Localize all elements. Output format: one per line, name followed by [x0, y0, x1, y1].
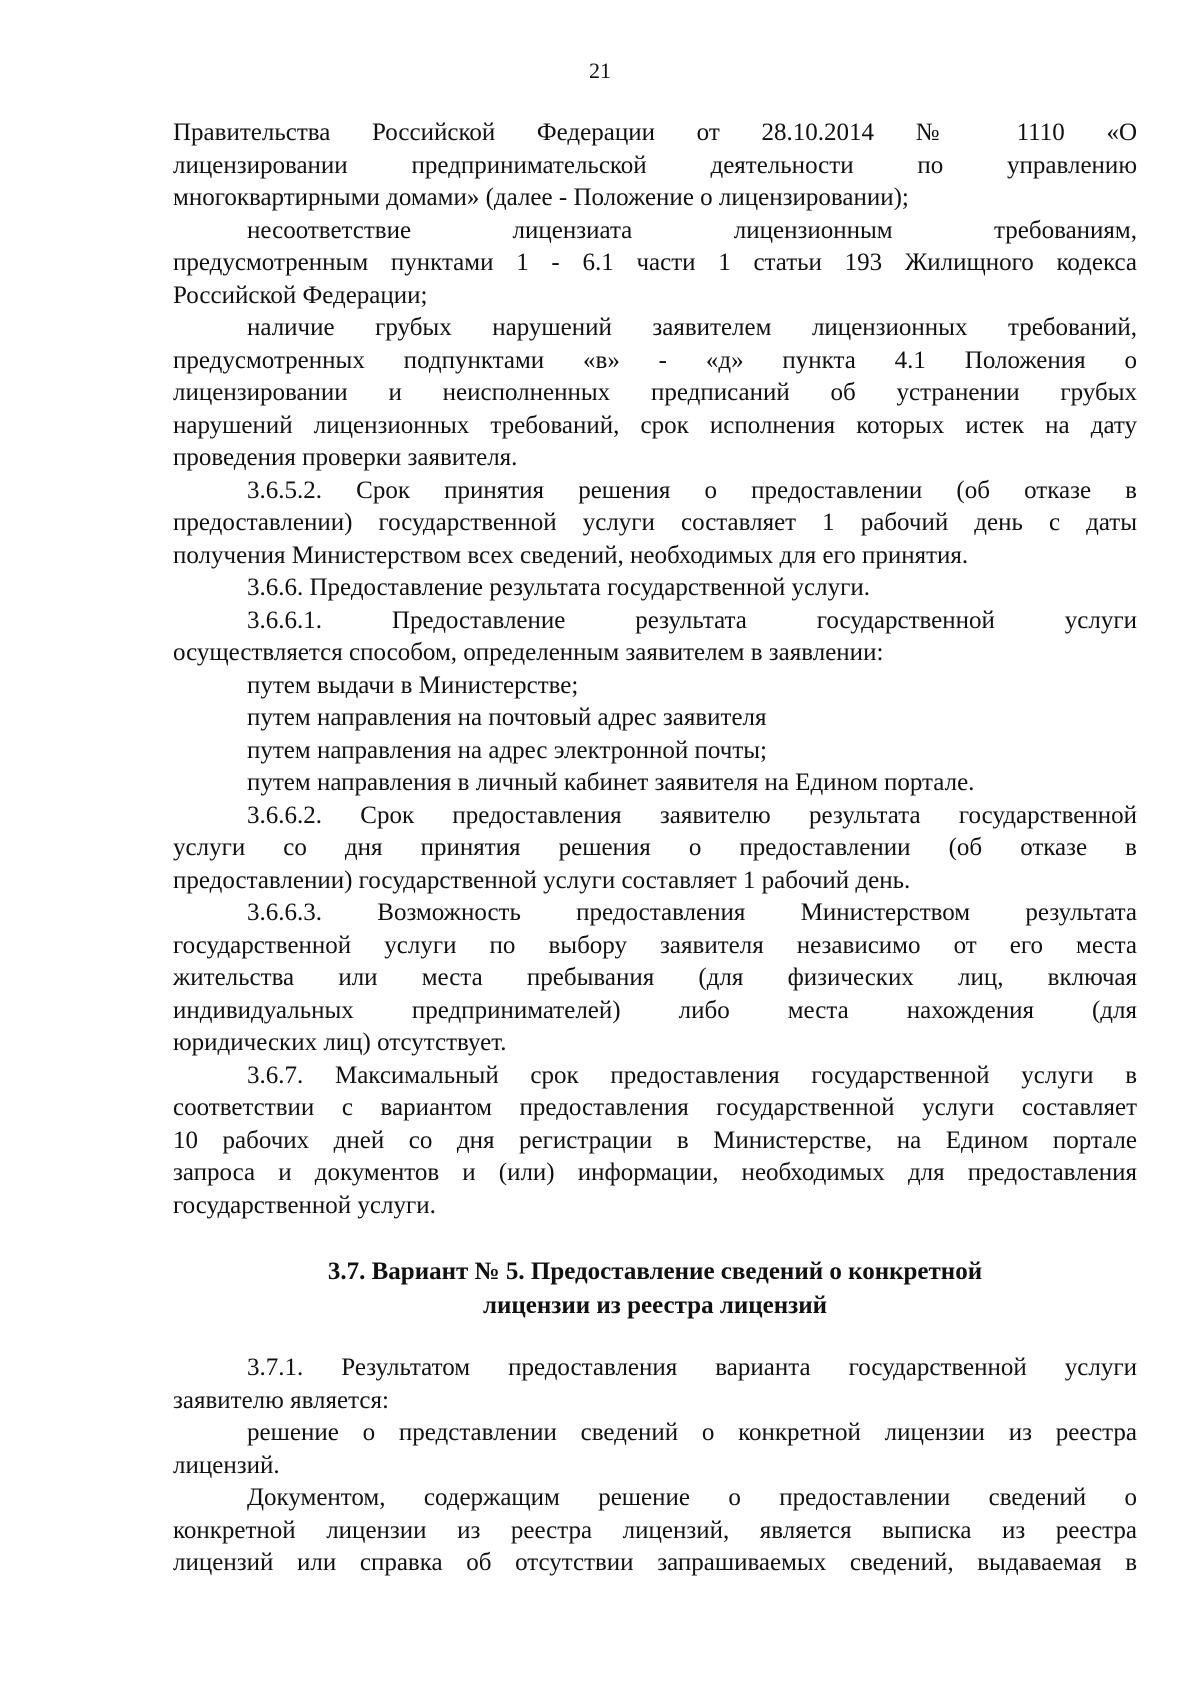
paragraph — [173, 1417, 1137, 1482]
text-line: 3.6.6. Предоставление результата государственной услуги. — [247, 574, 870, 601]
text-line: Документом, содержащим решение о предоставлении сведений о — [247, 1484, 1137, 1511]
text-line: получения Министерством всех сведений, необходимых для его принятия. — [173, 541, 969, 569]
paragraph — [173, 312, 1137, 475]
text-line: путем выдачи в Министерстве; — [247, 671, 579, 699]
text-line: 3.6.6.2. Срок предоставления заявителю результата государственной — [247, 801, 1137, 829]
text-line: 3.7.1. Результатом предоставления варианта государственной услуги — [247, 1354, 1137, 1381]
text-line: предоставлении) государственной услуги составляет 1 рабочий день. — [173, 866, 911, 894]
text-line: лицензий или справка об отсутствии запрашиваемых сведений, выдаваемая в — [173, 1549, 1137, 1576]
paragraph — [173, 1352, 1137, 1417]
list-item — [173, 702, 1137, 735]
text-line: Российской Федерации; — [173, 281, 428, 309]
text-line: несоответствие лицензиата лицензионным требованиям, — [247, 216, 1137, 244]
page-number: 21 — [589, 58, 611, 83]
heading-line: лицензии из реестра лицензий — [482, 1292, 828, 1319]
paragraph — [173, 605, 1137, 670]
text-line: многоквартирными домами» (далее - Положение о лицензировании); — [173, 184, 909, 211]
paragraph — [173, 475, 1137, 573]
paragraph — [173, 572, 1137, 605]
text-line: 3.6.5.2. Срок принятия решения о предоставлении (об отказе в — [247, 476, 1137, 504]
text-line: индивидуальных предпринимателей) либо места нахождения (для — [173, 996, 1137, 1024]
text-line: лицензий. — [173, 1451, 280, 1479]
text-line: путем направления в личный кабинет заявителя на Едином портале. — [247, 769, 975, 796]
text-line: 3.6.6.3. Возможность предоставления Министерством результата — [247, 899, 1137, 926]
text-line: путем направления на адрес электронной почты; — [247, 736, 768, 764]
text-line: соответствии с вариантом предоставления государственной услуги составляет — [173, 1094, 1137, 1121]
document-body-continued — [173, 1352, 1137, 1580]
text-line: государственной услуги. — [173, 1191, 436, 1219]
paragraph — [173, 1482, 1137, 1580]
text-line: предоставлении) государственной услуги составляет 1 рабочий день с даты — [173, 509, 1137, 536]
list-item — [173, 670, 1137, 703]
text-line: нарушений лицензионных требований, срок исполнения которых истек на дату — [173, 411, 1137, 439]
text-line: осуществляется способом, определенным заявителем в заявлении: — [173, 639, 884, 666]
text-line: предусмотренных подпунктами «в» - «д» пункта 4.1 Положения о — [173, 346, 1137, 374]
text-line: услуги со дня принятия решения о предоставлении (об отказе в — [173, 834, 1137, 861]
paragraph — [173, 1060, 1137, 1223]
document-body — [173, 117, 1137, 1222]
text-line: конкретной лицензии из реестра лицензий, является выписка из реестра — [173, 1516, 1137, 1544]
paragraph — [173, 800, 1137, 898]
section-heading — [173, 1255, 1137, 1323]
text-line: проведения проверки заявителя. — [173, 444, 518, 471]
text-line: запроса и документов и (или) информации, необходимых для предоставления — [173, 1159, 1137, 1186]
text-line: наличие грубых нарушений заявителем лицензионных требований, — [247, 314, 1137, 341]
paragraph — [173, 897, 1137, 1060]
text-line: заявителю является: — [173, 1386, 389, 1414]
list-item — [173, 767, 1137, 800]
text-line: 3.6.7. Максимальный срок предоставления государственной услуги в — [247, 1061, 1137, 1089]
text-line: решение о представлении сведений о конкретной лицензии из реестра — [247, 1419, 1137, 1446]
paragraph — [173, 215, 1137, 313]
text-line: жительства или места пребывания (для физических лиц, включая — [173, 964, 1137, 991]
text-line: Правительства Российской Федерации от 28.10.2014 № 1110 «О — [173, 119, 1137, 146]
text-line: путем направления на почтовый адрес заявителя — [247, 704, 767, 731]
text-line: лицензировании предпринимательской деятельности по управлению — [173, 151, 1137, 179]
heading-line: 3.7. Вариант № 5. Предоставление сведений о конкретной — [327, 1258, 983, 1285]
text-line: лицензировании и неисполненных предписаний об устранении грубых — [173, 379, 1137, 406]
text-line: 10 рабочих дней со дня регистрации в Министерстве, на Едином портале — [173, 1126, 1137, 1154]
text-line: 3.6.6.1. Предоставление результата государственной услуги — [247, 606, 1137, 634]
list-item — [173, 735, 1137, 768]
text-line: юридических лиц) отсутствует. — [173, 1029, 507, 1056]
text-line: государственной услуги по выбору заявителя независимо от его места — [173, 931, 1137, 959]
text-line: предусмотренным пунктами 1 - 6.1 части 1 статьи 193 Жилищного кодекса — [173, 249, 1137, 276]
paragraph — [173, 117, 1137, 215]
